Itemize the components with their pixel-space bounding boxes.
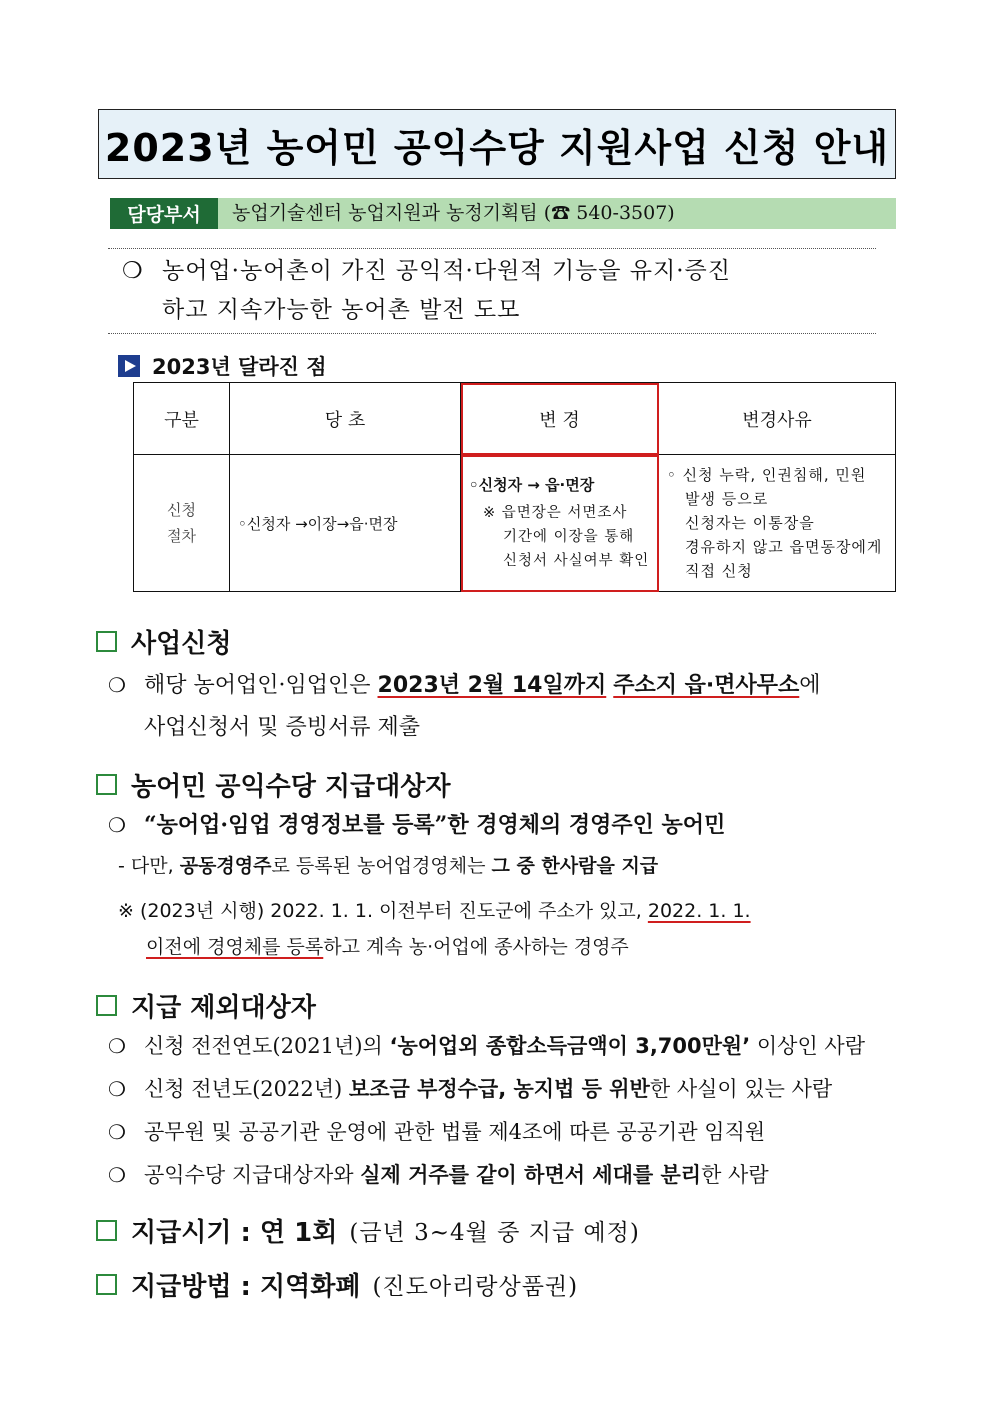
- bullet-icon: ❍: [108, 1163, 126, 1187]
- target-l2-b: 공동경영주: [179, 855, 272, 877]
- excluded-i2-a: 신청 전년도(2022년): [144, 1077, 349, 1101]
- target-l2-d: 그 중 한사람을 지급: [491, 855, 659, 877]
- change-main: ◦신청자 → 읍·면장: [469, 476, 595, 494]
- excluded-item2: [108, 1073, 832, 1103]
- changes-table: [133, 382, 896, 592]
- target-line3: [118, 896, 751, 923]
- target-heading: [96, 766, 451, 803]
- target-heading-text: 농어민 공익수당 지급대상자: [131, 772, 451, 802]
- apply-text-e: 에: [799, 673, 821, 698]
- reason-line3: 신청자는 이통장을: [685, 514, 815, 532]
- divider-bottom: [108, 333, 876, 334]
- apply-heading: [96, 623, 231, 660]
- target-l4-b: 하고 계속 농·어업에 종사하는 경영주: [323, 936, 629, 958]
- checkbox-icon: [96, 1220, 117, 1241]
- changes-heading-text: 2023년 달라진 점: [152, 355, 327, 379]
- phone-number: 540-3507): [570, 202, 675, 224]
- title-box: [98, 109, 896, 179]
- checkbox-icon: [96, 995, 117, 1016]
- target-l2-c: 로 등록된 농어업경영체는: [271, 855, 492, 877]
- bullet-icon: ❍: [108, 1120, 126, 1144]
- purpose-line2: 하고 지속가능한 농어촌 발전 도모: [162, 297, 521, 323]
- method-extra: (진도아리랑상품권): [372, 1274, 579, 1300]
- excluded-item1: [108, 1030, 865, 1060]
- bullet-icon: ❍: [108, 1034, 126, 1058]
- page-title: 2023년 농어민 공익수당 지원사업 신청 안내: [104, 125, 890, 170]
- target-l2-a: - 다만,: [118, 855, 180, 877]
- apply-text-a: 해당 농어업인·임업인은: [144, 673, 378, 698]
- target-line4: [146, 932, 629, 959]
- cell-reason: [659, 455, 896, 592]
- header-before: 당 초: [230, 383, 461, 455]
- category-line2: 절차: [167, 527, 196, 545]
- checkbox-icon: [96, 774, 117, 795]
- cell-change: [461, 455, 659, 592]
- phone-icon: ☎: [551, 202, 571, 224]
- apply-line1: [108, 668, 821, 699]
- category-line1: 신청: [167, 501, 196, 519]
- apply-heading-text: 사업신청: [131, 629, 232, 659]
- change-note2: 기간에 이장을 통해: [503, 529, 635, 545]
- timing-extra: (금년 3~4월 중 지급 예정): [349, 1220, 640, 1246]
- excluded-i3: 공무원 및 공공기관 운영에 관한 법률 제4조에 따른 공공기관 임직원: [144, 1120, 766, 1144]
- excluded-i4-c: 한 사람: [701, 1163, 769, 1187]
- excluded-i4-b: 실제 거주를 같이 하면서 세대를 분리: [360, 1163, 702, 1187]
- department-bar: [110, 198, 896, 229]
- divider-top: [108, 248, 876, 249]
- excluded-item3: [108, 1116, 765, 1146]
- header-change: 변 경: [461, 383, 659, 455]
- excluded-i1-b: ‘농어업외 종합소득금액이 3,700만원’: [389, 1034, 751, 1058]
- target-line1: [108, 808, 725, 839]
- apply-office: 주소지 읍·면사무소: [613, 673, 800, 698]
- checkbox-icon: [96, 631, 117, 652]
- header-reason: 변경사유: [659, 383, 896, 455]
- department-label: 담당부서: [110, 198, 218, 229]
- target-l3-b: 2022. 1. 1.: [647, 900, 751, 922]
- reason-line2: 발생 등으로: [685, 490, 769, 508]
- excluded-i2-c: 한 사실이 있는 사람: [649, 1077, 833, 1101]
- excluded-i1-c: 이상인 사람: [750, 1034, 865, 1058]
- excluded-i2-b: 보조금 부정수급, 농지법 등 위반: [348, 1077, 650, 1101]
- reason-line5: 직접 신청: [685, 562, 753, 580]
- bullet-icon: ❍: [122, 258, 144, 284]
- reason-line4: 경유하지 않고 읍면동장에게: [685, 538, 883, 556]
- excluded-i1-a: 신청 전전연도(2021년)의: [144, 1034, 390, 1058]
- timing-heading: [96, 1212, 640, 1249]
- cell-before: ◦신청자 →이장→읍·면장: [230, 455, 461, 592]
- excluded-i4-a: 공익수당 지급대상자와: [144, 1163, 361, 1187]
- excluded-item4: [108, 1159, 769, 1189]
- table-header-row: [134, 383, 896, 455]
- department-name: 농업기술센터 농업지원과 농정기획팀 (: [232, 202, 552, 224]
- target-l3-a: ※ (2023년 시행) 2022. 1. 1. 이전부터 진도군에 주소가 있고,: [118, 900, 648, 922]
- method-heading: [96, 1266, 578, 1303]
- department-text: [232, 198, 675, 229]
- excluded-heading-text: 지급 제외대상자: [131, 993, 316, 1023]
- change-note1: ※ 읍면장은 서면조사: [483, 505, 628, 521]
- apply-line2: 사업신청서 및 증빙서류 제출: [144, 715, 421, 740]
- change-note3: 신청서 사실여부 확인: [503, 553, 650, 569]
- bullet-icon: ❍: [108, 1077, 126, 1101]
- timing-heading-text: 지급시기 : 연 1회: [131, 1218, 338, 1248]
- target-line2: [118, 851, 658, 878]
- play-icon: [118, 355, 140, 377]
- checkbox-icon: [96, 1274, 117, 1295]
- excluded-heading: [96, 987, 316, 1024]
- target-quote: “농어업·임업 경영정보를 등록”: [144, 812, 448, 838]
- apply-deadline: 2023년 2월 14일까지: [377, 673, 607, 698]
- purpose-line1: 농어업·농어촌이 가진 공익적·다원적 기능을 유지·증진: [162, 258, 731, 284]
- header-category: 구분: [134, 383, 230, 455]
- target-text-b: 한 경영체의 경영주인 농어민: [447, 812, 726, 838]
- changes-heading: [118, 351, 327, 381]
- table-row: [134, 455, 896, 592]
- target-l4-a: 이전에 경영체를 등록: [146, 936, 324, 958]
- bullet-icon: ❍: [108, 813, 126, 837]
- purpose-section: [122, 252, 862, 330]
- method-heading-text: 지급방법 : 지역화폐: [131, 1272, 361, 1302]
- reason-line1: ◦ 신청 누락, 인권침해, 민원: [667, 466, 867, 484]
- bullet-icon: ❍: [108, 673, 126, 697]
- cell-category: [134, 455, 230, 592]
